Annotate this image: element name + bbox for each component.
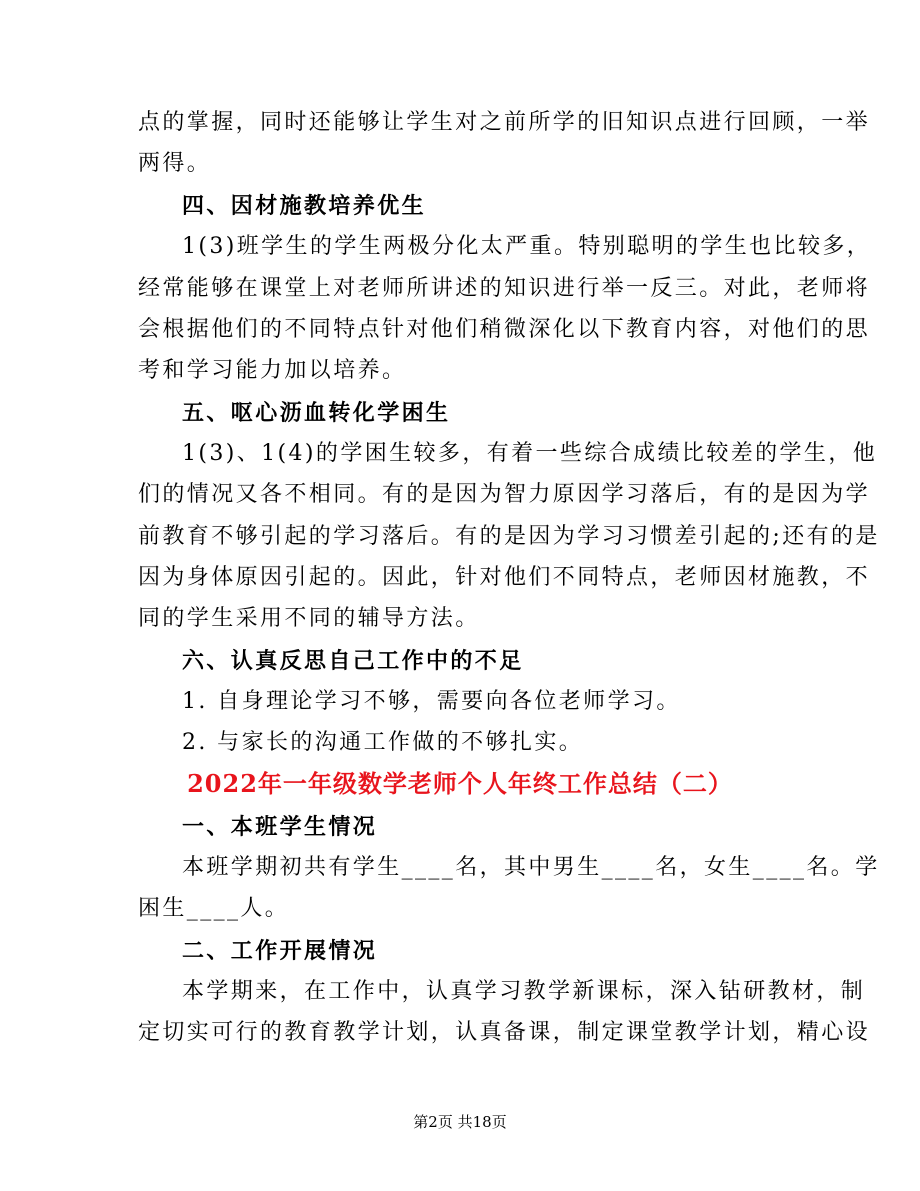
paragraph-line: 因为身体原因引起的。因此，针对他们不同特点，老师因材施教，不 xyxy=(138,565,871,590)
section2-heading-1: 一、本班学生情况 xyxy=(182,814,378,840)
paragraph-line: 定切实可行的教育教学计划，认真备课，制定课堂教学计划，精心设 xyxy=(138,1020,871,1045)
list-item-1: 1. 自身理论学习不够，需要向各位老师学习。 xyxy=(182,689,681,714)
paragraph-line: 困生____人。 xyxy=(138,896,290,921)
page-footer: 第2页 共18页 xyxy=(413,1113,507,1131)
section2-heading-2: 二、工作开展情况 xyxy=(182,938,378,964)
paragraph-line: 点的掌握，同时还能够让学生对之前所学的旧知识点进行回顾，一举 xyxy=(138,110,871,135)
paragraph-line: 们的情况又各不相同。有的是因为智力原因学习落后，有的是因为学 xyxy=(138,482,871,507)
paragraph-line: 两得。 xyxy=(138,151,212,176)
paragraph-line: 前教育不够引起的学习落后。有的是因为学习习惯差引起的;还有的是 xyxy=(138,524,880,549)
paragraph-line: 同的学生采用不同的辅导方法。 xyxy=(138,606,480,631)
paragraph-line: 考和学习能力加以培养。 xyxy=(138,358,407,383)
paragraph-line: 经常能够在课堂上对老师所讲述的知识进行举一反三。对此，老师将 xyxy=(138,276,871,301)
section-heading-5: 五、呕心沥血转化学困生 xyxy=(182,400,451,426)
paragraph-line: 1(3)、1(4)的学困生较多，有着一些综合成绩比较差的学生，他 xyxy=(182,441,878,466)
section-heading-6: 六、认真反思自己工作中的不足 xyxy=(182,648,524,674)
section-heading-4: 四、因材施教培养优生 xyxy=(182,193,427,219)
section-title: 2022年一年级数学老师个人年终工作总结（二） xyxy=(187,769,733,798)
paragraph-line: 本学期来，在工作中，认真学习教学新课标，深入钻研教材，制 xyxy=(182,979,866,1004)
paragraph-line: 本班学期初共有学生____名，其中男生____名，女生____名。学 xyxy=(182,855,880,880)
list-item-2: 2. 与家长的沟通工作做的不够扎实。 xyxy=(182,730,584,755)
paragraph-line: 1(3)班学生的学生两极分化太严重。特别聪明的学生也比较多， xyxy=(182,234,872,259)
paragraph-line: 会根据他们的不同特点针对他们稍微深化以下教育内容，对他们的思 xyxy=(138,317,871,342)
